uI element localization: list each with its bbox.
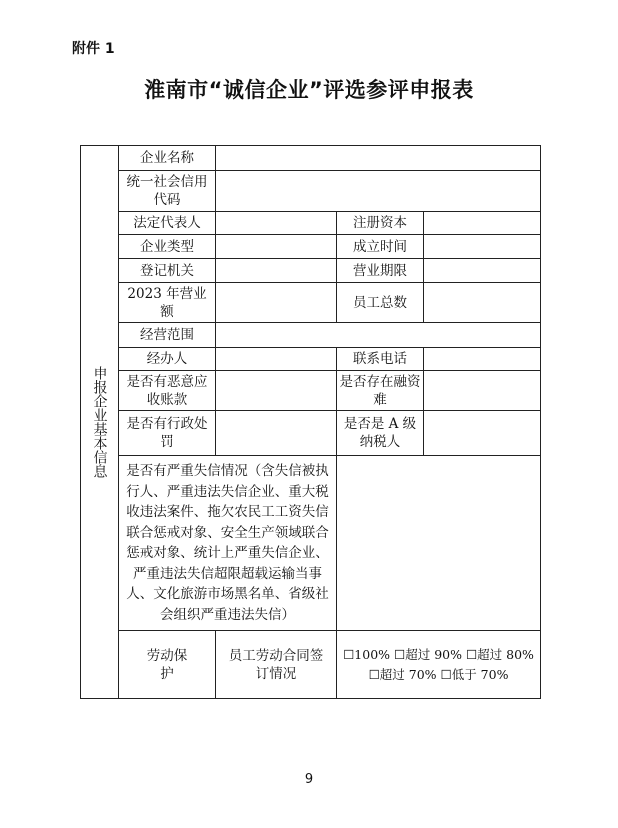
field-established[interactable] xyxy=(424,235,541,259)
label-handler: 经办人 xyxy=(119,348,216,371)
field-a-grade-taxpayer[interactable] xyxy=(424,411,541,456)
label-a-grade-taxpayer: 是否是 A 级纳税人 xyxy=(337,411,424,456)
application-form-table xyxy=(80,145,541,699)
label-employee-total: 员工总数 xyxy=(337,283,424,323)
field-financing-difficulty[interactable] xyxy=(424,371,541,411)
field-legal-rep[interactable] xyxy=(216,212,337,235)
page-number: 9 xyxy=(304,772,314,787)
options-line-1[interactable]: ☐100% ☐超过 90% ☐超过 80% xyxy=(343,646,534,662)
label-company-type: 企业类型 xyxy=(119,235,216,259)
field-business-scope[interactable] xyxy=(216,323,541,348)
label-admin-penalty: 是否有行政处罚 xyxy=(119,411,216,456)
field-employee-total[interactable] xyxy=(424,283,541,323)
label-labor-protection: 劳动保护 xyxy=(119,631,216,699)
label-business-scope: 经营范围 xyxy=(119,323,216,348)
label-registration-authority: 登记机关 xyxy=(119,259,216,283)
label-company-name: 企业名称 xyxy=(119,146,216,171)
label-serious-dishonesty: 是否有严重失信情况（含失信被执行人、严重违法失信企业、重大税收违法案件、拖欠农民工工资失信联合惩戒对象、安全生产领域联合惩戒对象、统计上严重失信企业、严重违法失信超限超载运输当事人、文化旅游市场黑名单、省级社会组织严重违法失信） xyxy=(119,456,337,631)
attachment-label: 附件 1 xyxy=(72,41,115,57)
label-labor-contract: 员工劳动合同签订情况 xyxy=(216,631,337,699)
label-credit-code: 统一社会信用代码 xyxy=(119,171,216,212)
page-title: 淮南市“诚信企业”评选参评申报表 xyxy=(144,78,474,102)
field-admin-penalty[interactable] xyxy=(216,411,337,456)
label-financing-difficulty: 是否存在融资难 xyxy=(337,371,424,411)
field-revenue-2023[interactable] xyxy=(216,283,337,323)
labor-contract-options[interactable] xyxy=(337,631,541,699)
field-company-name[interactable] xyxy=(216,146,541,171)
label-revenue-2023: 2023 年营业额 xyxy=(119,283,216,323)
label-established: 成立时间 xyxy=(337,235,424,259)
label-registered-capital: 注册资本 xyxy=(337,212,424,235)
field-business-term[interactable] xyxy=(424,259,541,283)
label-malicious-receivables: 是否有恶意应收账款 xyxy=(119,371,216,411)
field-credit-code[interactable] xyxy=(216,171,541,212)
label-legal-rep: 法定代表人 xyxy=(119,212,216,235)
field-registered-capital[interactable] xyxy=(424,212,541,235)
section-label: 申报企业基本信息 xyxy=(81,146,119,699)
field-contact-phone[interactable] xyxy=(424,348,541,371)
options-line-2[interactable]: ☐超过 70% ☐低于 70% xyxy=(368,666,509,682)
field-company-type[interactable] xyxy=(216,235,337,259)
field-registration-authority[interactable] xyxy=(216,259,337,283)
label-contact-phone: 联系电话 xyxy=(337,348,424,371)
field-malicious-receivables[interactable] xyxy=(216,371,337,411)
field-serious-dishonesty[interactable] xyxy=(337,456,541,631)
field-handler[interactable] xyxy=(216,348,337,371)
label-business-term: 营业期限 xyxy=(337,259,424,283)
